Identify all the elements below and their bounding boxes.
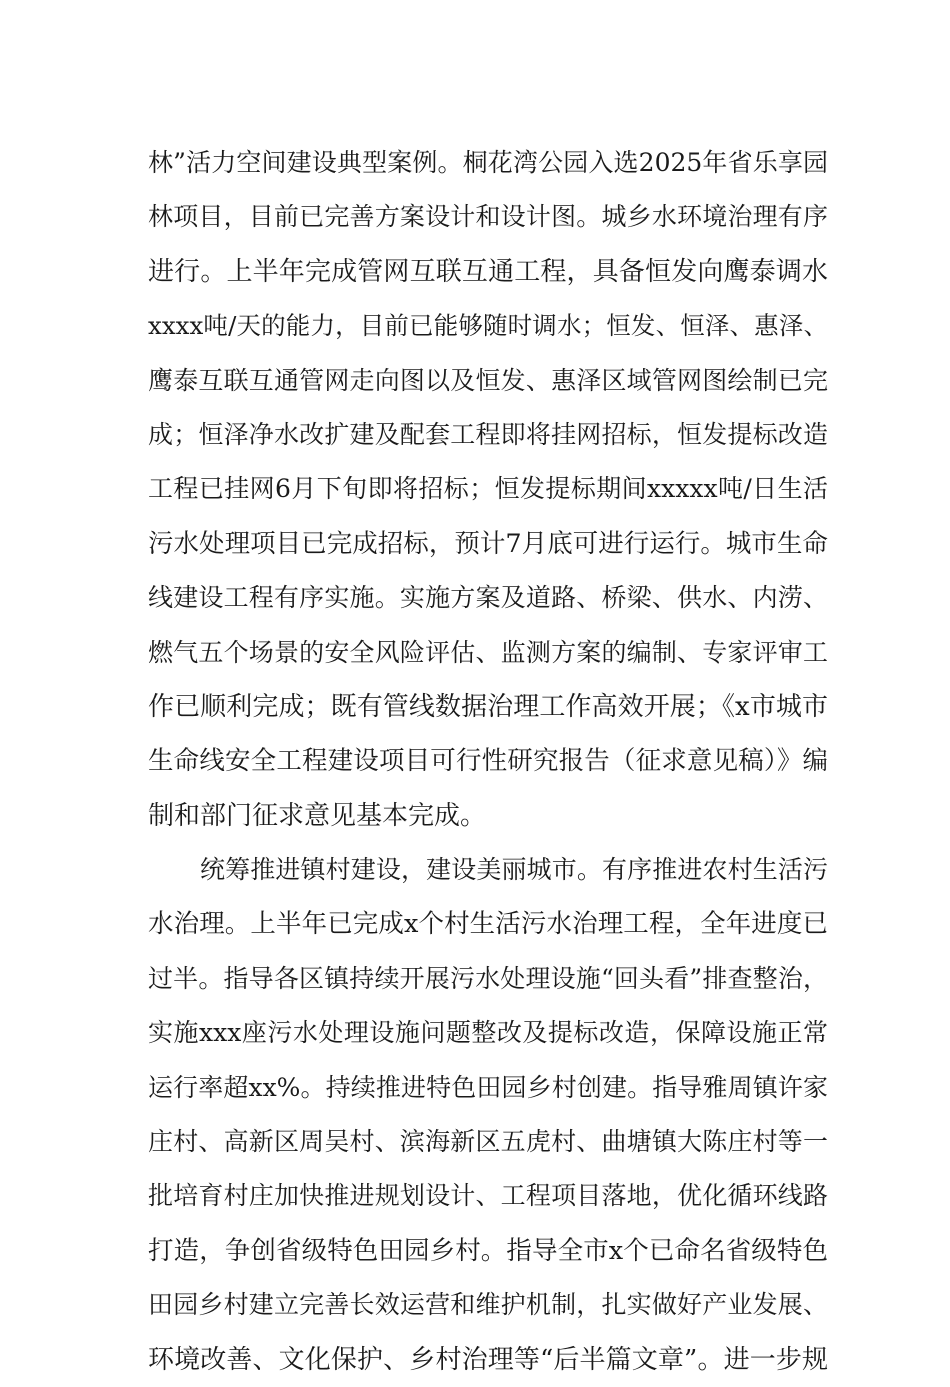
- paragraph-line: 燃气五个场景的安全风险评估、监测方案的编制、专家评审工: [148, 637, 828, 667]
- paragraph-line: 批培育村庄加快推进规划设计、工程项目落地，优化循环线路: [148, 1181, 828, 1211]
- paragraph-line: 过半。指导各区镇持续开展污水处理设施“回头看”排查整治，: [148, 963, 828, 993]
- paragraph-line: 水治理。上半年已完成x个村生活污水治理工程，全年进度已: [148, 909, 828, 940]
- paragraph-line: 庄村、高新区周吴村、滨海新区五虎村、曲塘镇大陈庄村等一: [148, 1127, 828, 1157]
- paragraph-line: 实施xxx座污水处理设施问题整改及提标改造，保障设施正常: [148, 1018, 828, 1048]
- paragraph-line: 环境改善、文化保护、乡村治理等“后半篇文章”。进一步规: [148, 1344, 828, 1375]
- paragraph-line: 污水处理项目已完成招标，预计7月底可进行运行。城市生命: [148, 528, 828, 559]
- paragraph-line: 林项目，目前已完善方案设计和设计图。城乡水环境治理有序: [148, 202, 828, 232]
- paragraph-line: 运行率超xx%。持续推进特色田园乡村创建。指导雅周镇许家: [148, 1072, 828, 1102]
- paragraph-line: 作已顺利完成；既有管线数据治理工作高效开展；《x市城市: [148, 691, 828, 722]
- paragraph-line: 打造，争创省级特色田园乡村。指导全市x个已命名省级特色: [148, 1235, 828, 1266]
- paragraph-line: 成；恒泽净水改扩建及配套工程即将挂网招标，恒发提标改造: [148, 419, 828, 449]
- paragraph-2: [148, 843, 828, 1387]
- paragraph-line: 工程已挂网6月下旬即将招标；恒发提标期间xxxxx吨/日生活: [148, 474, 828, 504]
- paragraph-line: 鹰泰互联互通管网走向图以及恒发、惠泽区域管网图绘制已完: [148, 365, 828, 395]
- paragraph-line: 林”活力空间建设典型案例。桐花湾公园入选2025年省乐享园: [148, 148, 828, 177]
- paragraph-line: xxxx吨/天的能力，目前已能够随时调水；恒发、恒泽、惠泽、: [148, 311, 828, 341]
- paragraph-line: 进行。上半年完成管网互联互通工程，具备恒发向鹰泰调水: [148, 256, 828, 287]
- paragraph-line: 制和部门征求意见基本完成。: [148, 800, 487, 831]
- paragraph-line: 田园乡村建立完善长效运营和维护机制，扎实做好产业发展、: [148, 1290, 828, 1320]
- paragraph-line: 生命线安全工程建设项目可行性研究报告（征求意见稿）》编: [148, 746, 828, 777]
- document-body: [148, 136, 828, 1387]
- paragraph-line: 线建设工程有序实施。实施方案及道路、桥梁、供水、内涝、: [148, 583, 828, 613]
- paragraph-line: 统筹推进镇村建设，建设美丽城市。有序推进农村生活污: [200, 855, 828, 885]
- paragraph-1: [148, 136, 828, 843]
